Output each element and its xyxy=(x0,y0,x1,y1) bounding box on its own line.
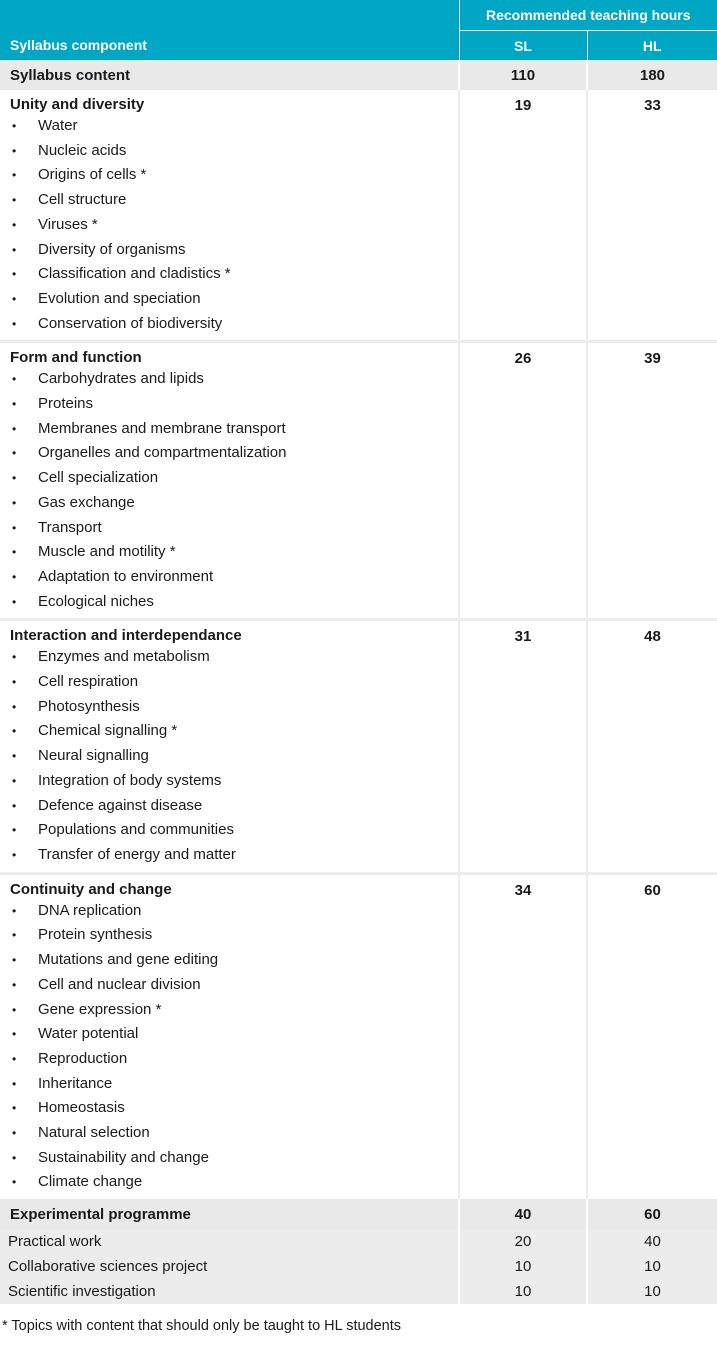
topic-item xyxy=(10,1121,458,1146)
topic-label: Transport xyxy=(38,518,102,536)
topic-item xyxy=(10,670,458,695)
section-content xyxy=(0,90,459,340)
header-sl: SL xyxy=(459,31,587,61)
bullet-icon: • xyxy=(12,675,17,690)
experimental-item-label: Practical work xyxy=(0,1229,459,1254)
experimental-item-hl: 10 xyxy=(587,1254,717,1279)
experimental-item-sl: 20 xyxy=(459,1229,587,1254)
bullet-icon: • xyxy=(12,847,17,862)
topic-label: Gene expression * xyxy=(38,1000,162,1018)
topic-item xyxy=(10,843,458,868)
bullet-icon: • xyxy=(12,903,17,918)
section-row xyxy=(0,875,717,1199)
topic-item xyxy=(10,417,458,442)
topic-item xyxy=(10,1146,458,1171)
topic-list xyxy=(10,899,458,1195)
topic-label: Cell respiration xyxy=(38,673,139,691)
topic-label: Photosynthesis xyxy=(38,697,140,715)
topic-label: Water potential xyxy=(38,1025,139,1043)
bullet-icon: • xyxy=(12,291,17,306)
topic-item xyxy=(10,213,458,238)
topic-label: Defence against disease xyxy=(38,796,203,814)
topic-item xyxy=(10,312,458,337)
experimental-item-sl: 10 xyxy=(459,1279,587,1304)
bullet-icon: • xyxy=(12,168,17,183)
bullet-icon: • xyxy=(12,928,17,943)
section-row xyxy=(0,621,717,871)
experimental-item-hl: 10 xyxy=(587,1279,717,1304)
topic-label: Protein synthesis xyxy=(38,926,153,944)
footnote: * Topics with content that should only be taught to HL students xyxy=(2,1318,402,1335)
section-content xyxy=(0,875,459,1199)
topic-item xyxy=(10,163,458,188)
topic-item xyxy=(10,794,458,819)
topic-label: Cell specialization xyxy=(38,469,159,487)
bullet-icon: • xyxy=(12,953,17,968)
experimental-item-row xyxy=(0,1254,717,1279)
bullet-icon: • xyxy=(12,242,17,257)
bullet-icon: • xyxy=(12,650,17,665)
topic-item xyxy=(10,590,458,615)
bullet-icon: • xyxy=(12,699,17,714)
topic-label: DNA replication xyxy=(38,901,142,919)
topic-label: Integration of body systems xyxy=(38,771,222,789)
topic-item xyxy=(10,565,458,590)
topic-item xyxy=(10,1096,458,1121)
topic-label: Neural signalling xyxy=(38,747,149,765)
syllabus-content-label: Syllabus content xyxy=(0,60,459,90)
bullet-icon: • xyxy=(12,267,17,282)
section-content xyxy=(0,621,459,871)
bullet-icon: • xyxy=(12,193,17,208)
topic-label: Cell and nuclear division xyxy=(38,975,201,993)
topic-label: Climate change xyxy=(38,1173,143,1191)
topic-label: Origins of cells * xyxy=(38,166,147,184)
topic-label: Proteins xyxy=(38,395,94,413)
topic-item xyxy=(10,441,458,466)
topic-item xyxy=(10,262,458,287)
experimental-item-hl: 40 xyxy=(587,1229,717,1254)
section-content xyxy=(0,343,459,618)
topic-label: Cell structure xyxy=(38,191,127,209)
topic-item xyxy=(10,973,458,998)
topic-item xyxy=(10,114,458,139)
experimental-item-label: Scientific investigation xyxy=(0,1279,459,1304)
header-hl: HL xyxy=(587,31,717,61)
section-sl-hours: 19 xyxy=(459,90,587,340)
topic-item xyxy=(10,466,458,491)
topic-item xyxy=(10,769,458,794)
bullet-icon: • xyxy=(12,545,17,560)
topic-label: Natural selection xyxy=(38,1124,150,1142)
topic-label: Water xyxy=(38,117,78,134)
topic-item xyxy=(10,540,458,565)
bullet-icon: • xyxy=(12,773,17,788)
bullet-icon: • xyxy=(12,1051,17,1066)
bullet-icon: • xyxy=(12,143,17,158)
section-sl-hours: 34 xyxy=(459,875,587,1199)
topic-label: Diversity of organisms xyxy=(38,240,186,258)
bullet-icon: • xyxy=(12,316,17,331)
section-row xyxy=(0,343,717,618)
topic-item xyxy=(10,1022,458,1047)
topic-item xyxy=(10,367,458,392)
bullet-icon: • xyxy=(12,1175,17,1190)
bullet-icon: • xyxy=(12,397,17,412)
bullet-icon: • xyxy=(12,749,17,764)
experimental-hl: 60 xyxy=(587,1199,717,1229)
topic-label: Transfer of energy and matter xyxy=(38,845,236,863)
bullet-icon: • xyxy=(12,1027,17,1042)
topic-label: Viruses * xyxy=(38,215,98,233)
topic-item xyxy=(10,899,458,924)
topic-list xyxy=(10,367,458,614)
topic-item xyxy=(10,998,458,1023)
topic-item xyxy=(10,139,458,164)
section-sl-hours: 26 xyxy=(459,343,587,618)
header-syllabus-component: Syllabus component xyxy=(0,31,459,61)
topic-list xyxy=(10,114,458,336)
bullet-icon: • xyxy=(12,823,17,838)
bullet-icon: • xyxy=(12,1076,17,1091)
section-hl-hours: 60 xyxy=(587,875,717,1199)
topic-label: Gas exchange xyxy=(38,493,135,511)
bullet-icon: • xyxy=(12,724,17,739)
section-title: Continuity and change xyxy=(10,880,172,898)
bullet-icon: • xyxy=(12,119,17,133)
experimental-item-label: Collaborative sciences project xyxy=(0,1254,459,1279)
topic-label: Classification and cladistics * xyxy=(38,265,231,283)
bullet-icon: • xyxy=(12,217,17,232)
topic-item xyxy=(10,744,458,769)
topic-item xyxy=(10,491,458,516)
topic-label: Ecological niches xyxy=(38,592,154,610)
topic-label: Carbohydrates and lipids xyxy=(38,370,204,388)
topic-label: Inheritance xyxy=(38,1074,113,1092)
section-hl-hours: 33 xyxy=(587,90,717,340)
bullet-icon: • xyxy=(12,594,17,609)
header-teaching-hours: Recommended teaching hours xyxy=(459,0,717,31)
topic-label: Evolution and speciation xyxy=(38,289,201,307)
topic-list xyxy=(10,645,458,867)
bullet-icon: • xyxy=(12,1150,17,1165)
bullet-icon: • xyxy=(12,446,17,461)
section-sl-hours: 31 xyxy=(459,621,587,871)
experimental-item-sl: 10 xyxy=(459,1254,587,1279)
bullet-icon: • xyxy=(12,421,17,436)
topic-item xyxy=(10,1170,458,1195)
topic-label: Organelles and compartmentalization xyxy=(38,444,287,462)
topic-label: Populations and communities xyxy=(38,821,234,839)
topic-label: Membranes and membrane transport xyxy=(38,419,286,437)
section-title: Form and function xyxy=(10,349,142,367)
bullet-icon: • xyxy=(12,495,17,510)
bullet-icon: • xyxy=(12,977,17,992)
bullet-icon: • xyxy=(12,798,17,813)
topic-label: Mutations and gene editing xyxy=(38,951,219,969)
section-title: Interaction and interdependance xyxy=(10,627,242,645)
syllabus-content-hl: 180 xyxy=(587,60,717,90)
topic-label: Reproduction xyxy=(38,1049,128,1067)
experimental-label: Experimental programme xyxy=(0,1199,459,1229)
topic-label: Nucleic acids xyxy=(38,141,127,159)
experimental-item-row xyxy=(0,1229,717,1254)
topic-item xyxy=(10,1072,458,1097)
bullet-icon: • xyxy=(12,569,17,584)
section-title: Unity and diversity xyxy=(10,96,145,113)
topic-label: Chemical signalling * xyxy=(38,722,178,740)
topic-label: Adaptation to environment xyxy=(38,567,214,585)
topic-label: Muscle and motility * xyxy=(38,543,176,561)
topic-item xyxy=(10,719,458,744)
syllabus-content-sl: 110 xyxy=(459,60,587,90)
section-hl-hours: 39 xyxy=(587,343,717,618)
bullet-icon: • xyxy=(12,1002,17,1017)
topic-item xyxy=(10,238,458,263)
experimental-sl: 40 xyxy=(459,1199,587,1229)
bullet-icon: • xyxy=(12,520,17,535)
topic-item xyxy=(10,188,458,213)
topic-label: Conservation of biodiversity xyxy=(38,314,223,332)
bullet-icon: • xyxy=(12,1101,17,1116)
header-spacer xyxy=(0,0,459,31)
bullet-icon: • xyxy=(12,1126,17,1141)
bullet-icon: • xyxy=(12,471,17,486)
topic-item xyxy=(10,392,458,417)
topic-item xyxy=(10,287,458,312)
topic-label: Homeostasis xyxy=(38,1099,125,1117)
topic-item xyxy=(10,695,458,720)
section-row xyxy=(0,90,717,340)
topic-item xyxy=(10,923,458,948)
topic-item xyxy=(10,818,458,843)
bullet-icon: • xyxy=(12,372,17,387)
section-hl-hours: 48 xyxy=(587,621,717,871)
experimental-programme-row xyxy=(0,1199,717,1229)
topic-item xyxy=(10,645,458,670)
topic-label: Sustainability and change xyxy=(38,1148,209,1166)
topic-item xyxy=(10,516,458,541)
topic-item xyxy=(10,1047,458,1072)
experimental-item-row xyxy=(0,1279,717,1304)
topic-item xyxy=(10,948,458,973)
syllabus-content-row xyxy=(0,60,717,90)
topic-label: Enzymes and metabolism xyxy=(38,648,210,666)
